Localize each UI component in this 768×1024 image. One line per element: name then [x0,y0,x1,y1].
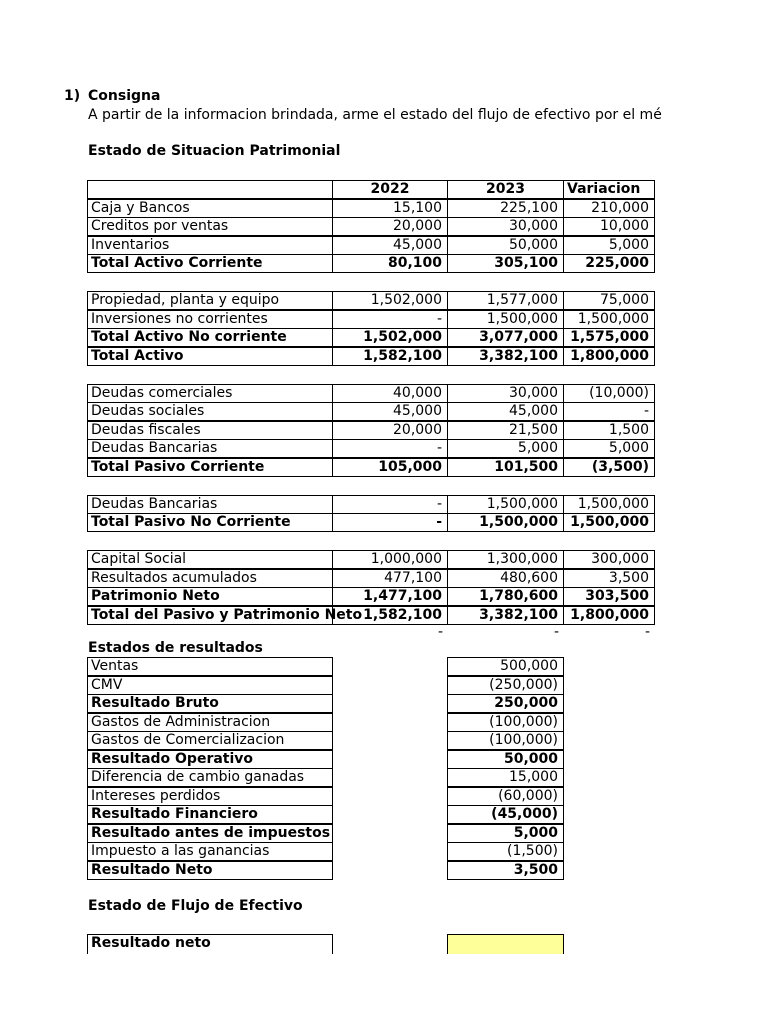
row-label: Creditos por ventas [87,217,333,236]
row-label: Capital Social [87,550,333,569]
income-row-value: (45,000) [447,805,564,824]
value-2023: 101,500 [447,458,564,477]
balance-sheet-title: Estado de Situacion Patrimonial [88,143,341,159]
cash-flow-row-label: Resultado neto [87,934,333,954]
value-2023: 50,000 [447,236,564,255]
row-label: Total Pasivo Corriente [87,458,333,477]
section-title: Consigna [88,88,161,104]
value-variacion: 5,000 [563,236,655,255]
row-label: Deudas comerciales [87,384,333,403]
value-2023: 3,077,000 [447,328,564,347]
row-label: Deudas sociales [87,402,333,421]
row-label: Deudas Bancarias [87,495,333,514]
value-variacion: 225,000 [563,254,655,273]
value-variacion: 1,500,000 [563,495,655,514]
value-2022: 45,000 [332,236,448,255]
value-2022: 15,100 [332,199,448,218]
row-label: Total Pasivo No Corriente [87,513,333,532]
income-row-value: (100,000) [447,713,564,732]
value-variacion: (10,000) [563,384,655,403]
value-2022: 20,000 [332,421,448,440]
value-variacion: 75,000 [563,291,655,310]
value-variacion: 1,500 [563,421,655,440]
item-number: 1) [64,88,81,104]
income-row-label: Impuesto a las ganancias [87,842,333,861]
income-statement-title: Estados de resultados [88,640,263,656]
row-label: Deudas Bancarias [87,439,333,458]
value-2022: 105,000 [332,458,448,477]
header-empty-cell [87,180,333,199]
income-row-label: Resultado antes de impuestos [87,824,333,843]
income-row-value: 250,000 [447,694,564,713]
column-header-2022: 2022 [332,180,448,199]
value-2023: 1,780,600 [447,587,564,606]
cash-flow-input-cell[interactable] [447,934,564,954]
row-label: Resultados acumulados [87,569,333,588]
column-header-2023: 2023 [447,180,564,199]
income-row-value: 5,000 [447,824,564,843]
row-label: Total del Pasivo y Patrimonio Neto [87,606,333,625]
value-2023: 480,600 [447,569,564,588]
value-2022: 20,000 [332,217,448,236]
cash-flow-title: Estado de Flujo de Efectivo [88,898,303,914]
value-variacion: 1,500,000 [563,310,655,329]
row-label: Propiedad, planta y equipo [87,291,333,310]
income-row-value: (250,000) [447,676,564,695]
income-row-value: 500,000 [447,657,564,676]
row-label: Total Activo Corriente [87,254,333,273]
value-variacion: 1,575,000 [563,328,655,347]
value-2023: 3,382,100 [447,347,564,366]
value-2023: 3,382,100 [447,606,564,625]
value-2023: 30,000 [447,384,564,403]
value-variacion: - [563,402,655,421]
column-header-variacion: Variacion [563,180,655,199]
value-2022: - [332,310,448,329]
value-2023: 225,100 [447,199,564,218]
value-2023: 21,500 [447,421,564,440]
instruction-text: A partir de la informacion brindada, arme el estado del flujo de efectivo por el mé [88,107,662,123]
value-variacion: 1,800,000 [563,347,655,366]
value-2022: 1,477,100 [332,587,448,606]
check-value: - [437,624,443,640]
value-variacion: 300,000 [563,550,655,569]
value-variacion: 1,500,000 [563,513,655,532]
income-row-label: Resultado Neto [87,861,333,880]
row-label: Deudas fiscales [87,421,333,440]
value-variacion: 210,000 [563,199,655,218]
value-2022: 45,000 [332,402,448,421]
income-row-label: Intereses perdidos [87,787,333,806]
value-variacion: 5,000 [563,439,655,458]
row-label: Inventarios [87,236,333,255]
value-2022: - [332,513,448,532]
income-row-label: Resultado Financiero [87,805,333,824]
value-2023: 1,500,000 [447,513,564,532]
value-2023: 1,500,000 [447,495,564,514]
value-2023: 30,000 [447,217,564,236]
row-label: Inversiones no corrientes [87,310,333,329]
value-2023: 1,577,000 [447,291,564,310]
income-row-value: 3,500 [447,861,564,880]
value-variacion: 10,000 [563,217,655,236]
value-2022: - [332,439,448,458]
value-2023: 1,500,000 [447,310,564,329]
income-row-label: Gastos de Administracion [87,713,333,732]
value-variacion: 3,500 [563,569,655,588]
check-value: - [553,624,559,640]
value-variacion: 1,800,000 [563,606,655,625]
income-row-label: Resultado Bruto [87,694,333,713]
value-2022: 1,582,100 [332,347,448,366]
income-row-value: 50,000 [447,750,564,769]
income-row-label: Resultado Operativo [87,750,333,769]
value-variacion: 303,500 [563,587,655,606]
income-row-label: CMV [87,676,333,695]
row-label: Patrimonio Neto [87,587,333,606]
income-row-label: Diferencia de cambio ganadas [87,768,333,787]
value-2022: 1,582,100 [332,606,448,625]
income-row-value: (1,500) [447,842,564,861]
income-row-label: Ventas [87,657,333,676]
value-2022: 1,502,000 [332,291,448,310]
value-2023: 45,000 [447,402,564,421]
value-2022: 477,100 [332,569,448,588]
value-2023: 305,100 [447,254,564,273]
value-variacion: (3,500) [563,458,655,477]
income-row-value: 15,000 [447,768,564,787]
value-2022: 80,100 [332,254,448,273]
check-value: - [644,624,650,640]
value-2022: - [332,495,448,514]
row-label: Total Activo No corriente [87,328,333,347]
row-label: Total Activo [87,347,333,366]
value-2022: 1,502,000 [332,328,448,347]
row-label: Caja y Bancos [87,199,333,218]
income-row-value: (100,000) [447,731,564,750]
value-2022: 40,000 [332,384,448,403]
value-2023: 5,000 [447,439,564,458]
income-row-value: (60,000) [447,787,564,806]
value-2023: 1,300,000 [447,550,564,569]
value-2022: 1,000,000 [332,550,448,569]
income-row-label: Gastos de Comercializacion [87,731,333,750]
